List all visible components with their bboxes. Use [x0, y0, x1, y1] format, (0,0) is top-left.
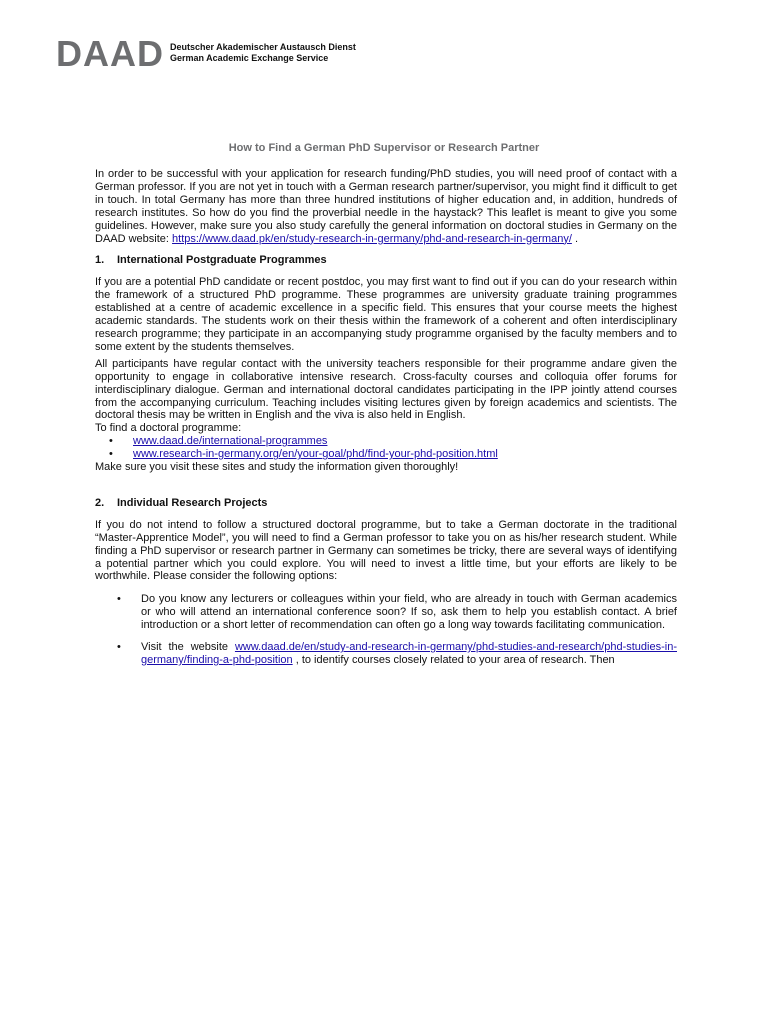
finding-phd-position-link[interactable]: www.daad.de/en/study-and-research-in-germany/phd-studies-and-research/phd-studies-in-germany/finding-a-phd-position: [141, 641, 677, 666]
section-1-number: 1.: [95, 254, 105, 267]
section-1-closing: Make sure you visit these sites and study the information given thoroughly!: [95, 461, 459, 474]
org-name-german: Deutscher Akademischer Austausch Dienst: [170, 42, 356, 52]
intro-end: .: [571, 232, 579, 245]
document-title: How to Find a German PhD Supervisor or Research Partner: [228, 142, 540, 154]
section-1-heading: [95, 254, 677, 267]
option-1-text: Do you know any lecturers or colleagues within your field, who are already in touch with German academics or who will attend an international conference soon? If so, ask them to help you establish contact. A brief introduction or a short letter of recommendation can often go a long way towards facilitating communication.: [141, 593, 677, 632]
intro-paragraph: [95, 168, 677, 245]
find-programme-label: To find a doctoral programme:: [95, 422, 242, 435]
daad-pk-link[interactable]: https://www.daad.pk/en/study-research-in-germany/phd-and-research-in-germany/: [172, 232, 572, 245]
bullet-icon: •: [117, 593, 121, 606]
bullet-icon: •: [117, 641, 121, 654]
bullet-icon: •: [109, 435, 113, 448]
option-2-pre: Visit the website: [141, 641, 235, 654]
section-1-paragraph-2: All participants have regular contact with the university teachers responsible for their programme andare given the opportunity to engage in collaborative intensive research. Cross-faculty courses and colloquia offer forums for interdisciplinary dialogue. German and international doctoral candidates participating in the IPP jointly attend courses from the accompanying curriculum. Teaching includes visiting lectures given by foreign academics and scientists. The doctoral thesis may be written in English and the viva is also held in English.: [95, 357, 677, 422]
bullet-icon: •: [109, 448, 113, 461]
list-item: [95, 641, 677, 667]
org-name-english: German Academic Exchange Service: [170, 53, 329, 63]
section-2-heading: [95, 497, 677, 510]
section-2-paragraph-1: If you do not intend to follow a structured doctoral programme, but to take a German doctorate in the traditional “Master-Apprentice Model”, you will need to find a German professor to take you on as his/her research student. While finding a PhD supervisor or research partner in Germany can sometimes be tricky, there are several ways of identifying a potential partner which you could explore. You will need to invest a little time, but your efforts are likely to be worthwhile. Please consider the following options:: [95, 518, 677, 583]
list-item: [95, 448, 677, 461]
section-1-title: International Postgraduate Programmes: [117, 254, 327, 267]
section-2-number: 2.: [95, 496, 105, 509]
list-item: [95, 435, 677, 448]
research-in-germany-link[interactable]: www.research-in-germany.org/en/your-goal/phd/find-your-phd-position.html: [133, 448, 498, 461]
programme-link-list: [95, 435, 677, 461]
list-item: [95, 593, 677, 632]
section-2-title: Individual Research Projects: [117, 496, 268, 509]
document-header: [56, 33, 356, 74]
intro-text: In order to be successful with your application for research funding/PhD studies, you will need proof of contact with a German professor. If you are not yet in touch with a German research partner/supervisor, you might find it difficult to get in touch. In total Germany has more than three hundred institutions of higher education and, in addition, hundreds of research institutes. So how do you find the proverbial needle in the haystack? This leaflet is meant to give you some guidelines. However, make sure you also study carefully the general information on doctoral studies in Germany on the DAAD website:: [95, 168, 677, 245]
document-body: [95, 168, 677, 676]
section-1-paragraph-1: If you are a potential PhD candidate or recent postdoc, you may first want to find out if you can do your research within the framework of a structured PhD programme. These programmes are university graduate training programmes established at a centre of academic excellence in a specific field. This ensures that your course meets the highest academic standards. The students work on their thesis within the framework of a coherent and often interdisciplinary research programme; they participate in an accompanying study programme organised by the faculty members and to some extent by the students themselves.: [95, 276, 677, 353]
organization-name: [170, 42, 356, 64]
international-programmes-link[interactable]: www.daad.de/international-programmes: [133, 435, 328, 448]
options-list: [95, 593, 677, 667]
daad-logo: DAAD: [56, 33, 164, 74]
option-2-post: , to identify courses closely related to your area of research. Then: [292, 654, 615, 666]
